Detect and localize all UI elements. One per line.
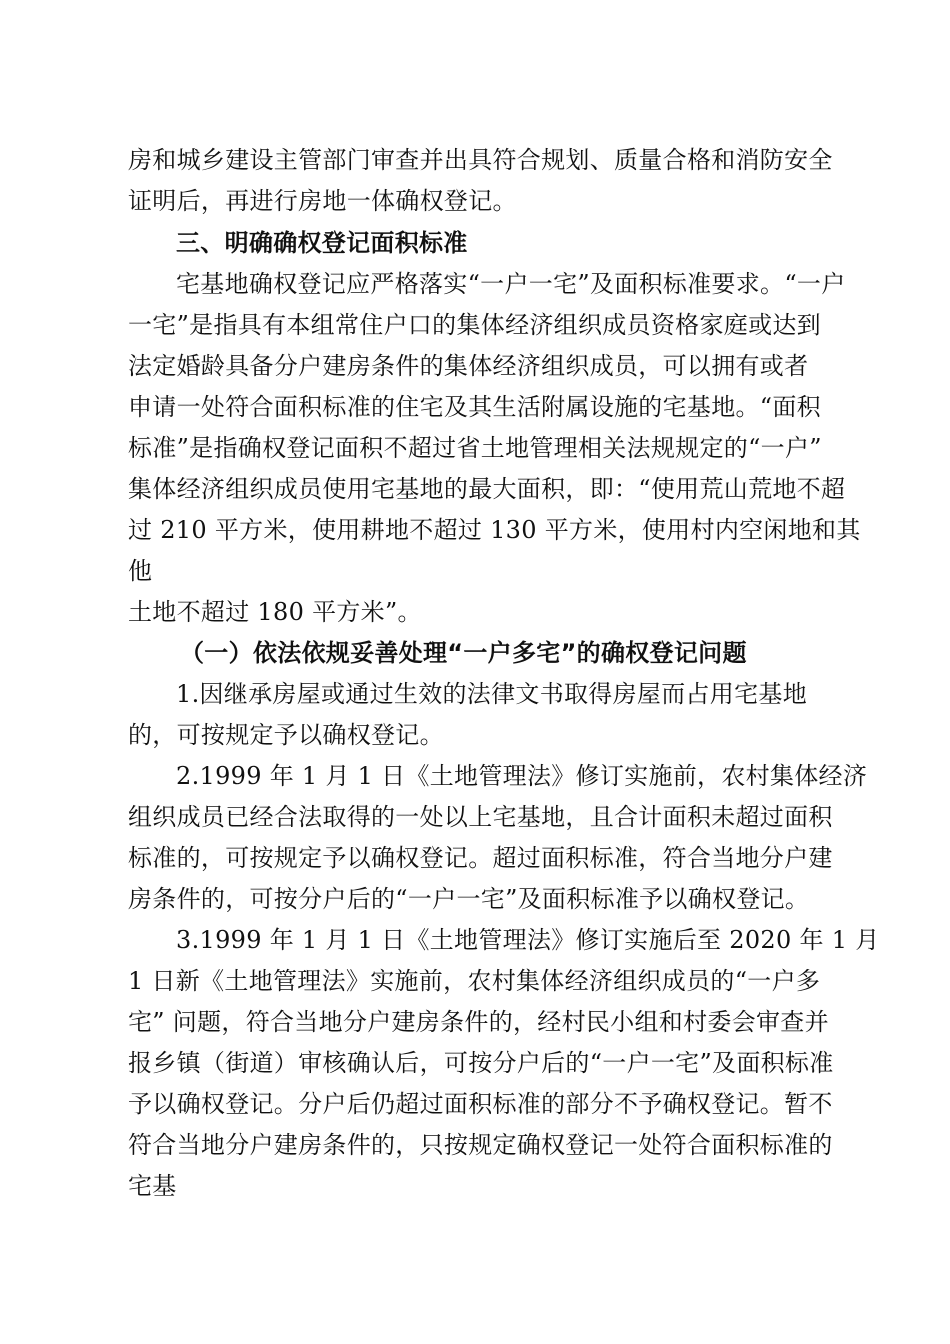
- paragraph-line: 报乡镇（街道）审核确认后，可按分户后的“一户一宅”及面积标准: [128, 1049, 834, 1077]
- paragraph-line: 一宅”是指具有本组常住户口的集体经济组织成员资格家庭或达到: [128, 311, 821, 339]
- paragraph-line: 他: [128, 557, 153, 585]
- paragraph-line: 土地不超过 180 平方米”。: [128, 598, 422, 626]
- paragraph-line: 宅基: [128, 1172, 177, 1200]
- subsection-heading: （一）依法依规妥善处理“一户多宅”的确权登记问题: [180, 639, 747, 667]
- paragraph-line: 过 210 平方米，使用耕地不超过 130 平方米，使用村内空闲地和其: [128, 516, 861, 544]
- paragraph-line: 1 日新《土地管理法》实施前，农村集体经济组织成员的“一户多: [128, 967, 821, 995]
- paragraph-line: 标准的，可按规定予以确权登记。超过面积标准，符合当地分户建: [128, 844, 833, 872]
- paragraph-line: 予以确权登记。分户后仍超过面积标准的部分不予确权登记。暂不: [128, 1090, 833, 1118]
- paragraph-line: 2.1999 年 1 月 1 日《土地管理法》修订实施前，农村集体经济: [176, 762, 868, 790]
- paragraph-line: 1.因继承房屋或通过生效的法律文书取得房屋而占用宅基地: [176, 680, 807, 708]
- section-heading: 三、明确确权登记面积标准: [176, 229, 468, 257]
- paragraph-line: 证明后，再进行房地一体确权登记。: [128, 187, 517, 215]
- paragraph-line: 申请一处符合面积标准的住宅及其生活附属设施的宅基地。“面积: [128, 393, 821, 421]
- paragraph-line: 宅基地确权登记应严格落实“一户一宅”及面积标准要求。“一户: [176, 270, 846, 298]
- paragraph-line: 房和城乡建设主管部门审查并出具符合规划、质量合格和消防安全: [128, 146, 833, 174]
- paragraph-line: 集体经济组织成员使用宅基地的最大面积，即：“使用荒山荒地不超: [128, 475, 846, 503]
- paragraph-line: 的，可按规定予以确权登记。: [128, 721, 444, 749]
- paragraph-line: 法定婚龄具备分户建房条件的集体经济组织成员，可以拥有或者: [128, 352, 809, 380]
- paragraph-line: 组织成员已经合法取得的一处以上宅基地，且合计面积未超过面积: [128, 803, 833, 831]
- paragraph-line: 宅” 问题，符合当地分户建房条件的，经村民小组和村委会审查并: [128, 1008, 829, 1036]
- paragraph-line: 房条件的，可按分户后的“一户一宅”及面积标准予以确权登记。: [128, 885, 810, 913]
- paragraph-line: 符合当地分户建房条件的，只按规定确权登记一处符合面积标准的: [128, 1131, 833, 1159]
- paragraph-line: 3.1999 年 1 月 1 日《土地管理法》修订实施后至 2020 年 1 月: [176, 926, 880, 954]
- paragraph-line: 标准”是指确权登记面积不超过省土地管理相关法规规定的“一户”: [128, 434, 822, 462]
